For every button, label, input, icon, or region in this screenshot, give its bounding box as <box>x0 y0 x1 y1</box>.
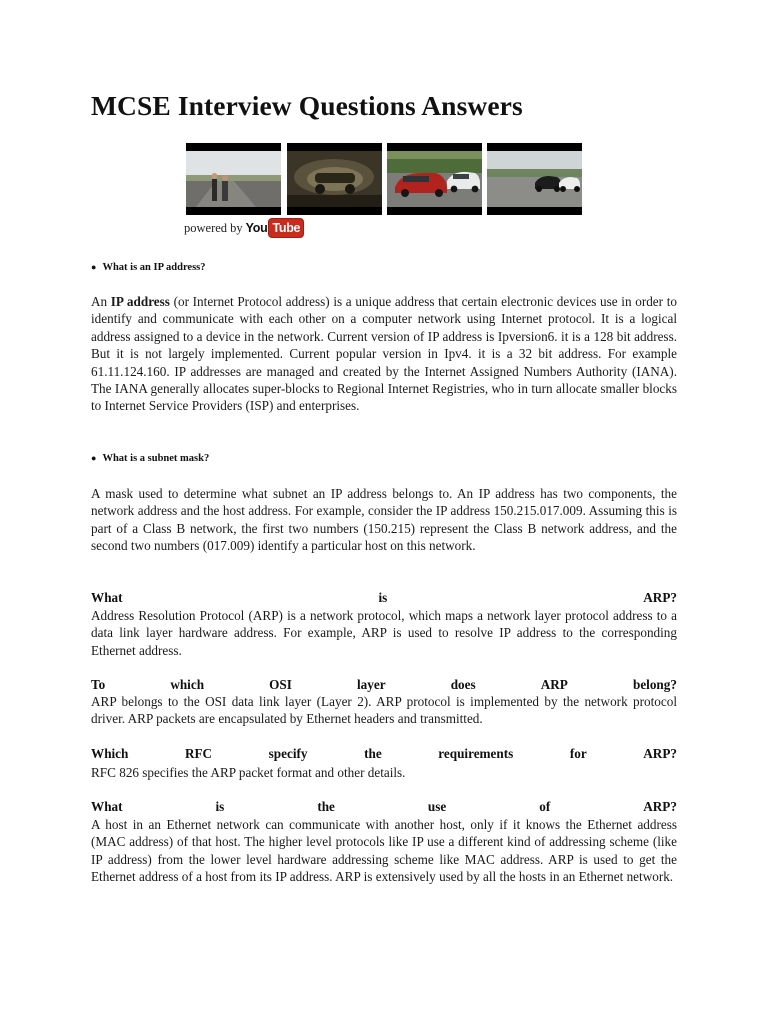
bullet-icon: ● <box>91 453 97 463</box>
question-word: of <box>539 799 551 814</box>
question-word: belong? <box>632 677 677 692</box>
powered-by-label: powered by <box>184 220 243 235</box>
answer-paragraph: Address Resolution Protocol (ARP) is a network protocol, which maps a network layer protocol address to a data link layer hardware address. For example, ARP is used to resolve IP address to the corresponding Ethernet address. <box>91 608 677 658</box>
answer-paragraph: A mask used to determine what subnet an IP address belongs to. An IP address has two components, the network address and the host address. For example, consider the IP address 150.215.017.009. Assuming this is part of a Class B network, the first two numbers (150.215) represent the Class B network address, and the second two numbers (017.009) identify a particular host on this network. <box>91 486 677 554</box>
video-thumbnail-dark-car[interactable] <box>287 143 382 215</box>
youtube-logo-you: You <box>245 221 268 235</box>
question-word: which <box>170 677 205 692</box>
question-word: does <box>450 677 476 692</box>
answer-body: (or Internet Protocol address) is a unique address that certain electronic devices use in order to identify and communicate with each other on a computer network using Internet protocol. It is a logical address assigned to a device in the network. Current version of IP address is Ipversion6. it is a 128 bit address. But it is not largely implemented. Current popular version in Ipv4. it is a 32 bit address. For example 61.11.124.160. IP addresses are managed and created by the Internet Assigned Numbers Authority (IANA). The IANA generally allocates super-blocks to Regional Internet Registries, who in turn allocate smaller blocks to Internet Service Providers (ISP) and enterprises. <box>91 294 677 414</box>
question-word: Which <box>91 746 129 761</box>
answer-lead: An <box>91 294 111 309</box>
question-text: What is an IP address? <box>102 262 206 273</box>
youtube-logo-tube: Tube <box>268 218 304 238</box>
question-heading-rfc <box>91 745 677 763</box>
question-word: To <box>91 677 106 692</box>
answer-bold-term: IP address <box>110 294 170 309</box>
question-word: RFC <box>184 746 213 761</box>
answer-paragraph: ARP belongs to the OSI data link layer (Layer 2). ARP protocol is implemented by the network protocol driver. ARP packets are encapsulated by Ethernet headers and transmitted. <box>91 694 677 727</box>
powered-by-youtube <box>184 218 304 238</box>
bullet-icon: ● <box>91 262 97 272</box>
answer-paragraph: RFC 826 specifies the ARP packet format and other details. <box>91 765 406 780</box>
video-thumbnail-road-two-men[interactable] <box>186 143 281 215</box>
thumbnail-image <box>186 143 281 215</box>
question-word: What <box>91 799 123 814</box>
question-text: What is a subnet mask? <box>102 453 210 464</box>
question-heading <box>91 262 206 273</box>
question-word: requirements <box>438 746 514 761</box>
question-word: layer <box>357 677 386 692</box>
video-thumbnail-cars-on-track[interactable] <box>487 143 582 215</box>
question-word: for <box>569 746 587 761</box>
question-heading <box>91 453 209 464</box>
thumbnail-image <box>387 143 482 215</box>
video-thumbnail-strip <box>186 143 582 215</box>
question-word: is <box>215 799 225 814</box>
answer-paragraph <box>91 293 677 415</box>
question-word: What <box>91 590 123 605</box>
youtube-logo[interactable] <box>244 218 305 238</box>
page-title: MCSE Interview Questions Answers <box>91 90 523 121</box>
question-word: OSI <box>269 677 292 692</box>
question-word: ARP <box>540 677 568 692</box>
question-word: the <box>317 799 335 814</box>
question-word: use <box>427 799 447 814</box>
question-heading-arp <box>91 589 677 607</box>
question-word: the <box>364 746 382 761</box>
question-heading-use-of-arp <box>91 798 677 816</box>
question-word: ARP? <box>643 590 677 605</box>
question-word: specify <box>268 746 308 761</box>
answer-paragraph: A host in an Ethernet network can communicate with another host, only if it knows the Ethernet address (MAC address) of that host. The higher level protocols like IP use a different kind of addressing scheme (like IP address) from the lower level hardware addressing scheme like MAC address. ARP is used to get the Ethernet address of a host from its IP address. ARP is extensively used by all the hosts in an Ethernet network. <box>91 817 677 885</box>
question-word: ARP? <box>643 746 677 761</box>
question-heading-osi-layer <box>91 676 677 694</box>
thumbnail-image <box>287 143 382 215</box>
thumbnail-image <box>487 143 582 215</box>
question-word: ARP? <box>643 799 677 814</box>
video-thumbnail-red-white-cars[interactable] <box>387 143 482 215</box>
question-word: is <box>378 590 388 605</box>
